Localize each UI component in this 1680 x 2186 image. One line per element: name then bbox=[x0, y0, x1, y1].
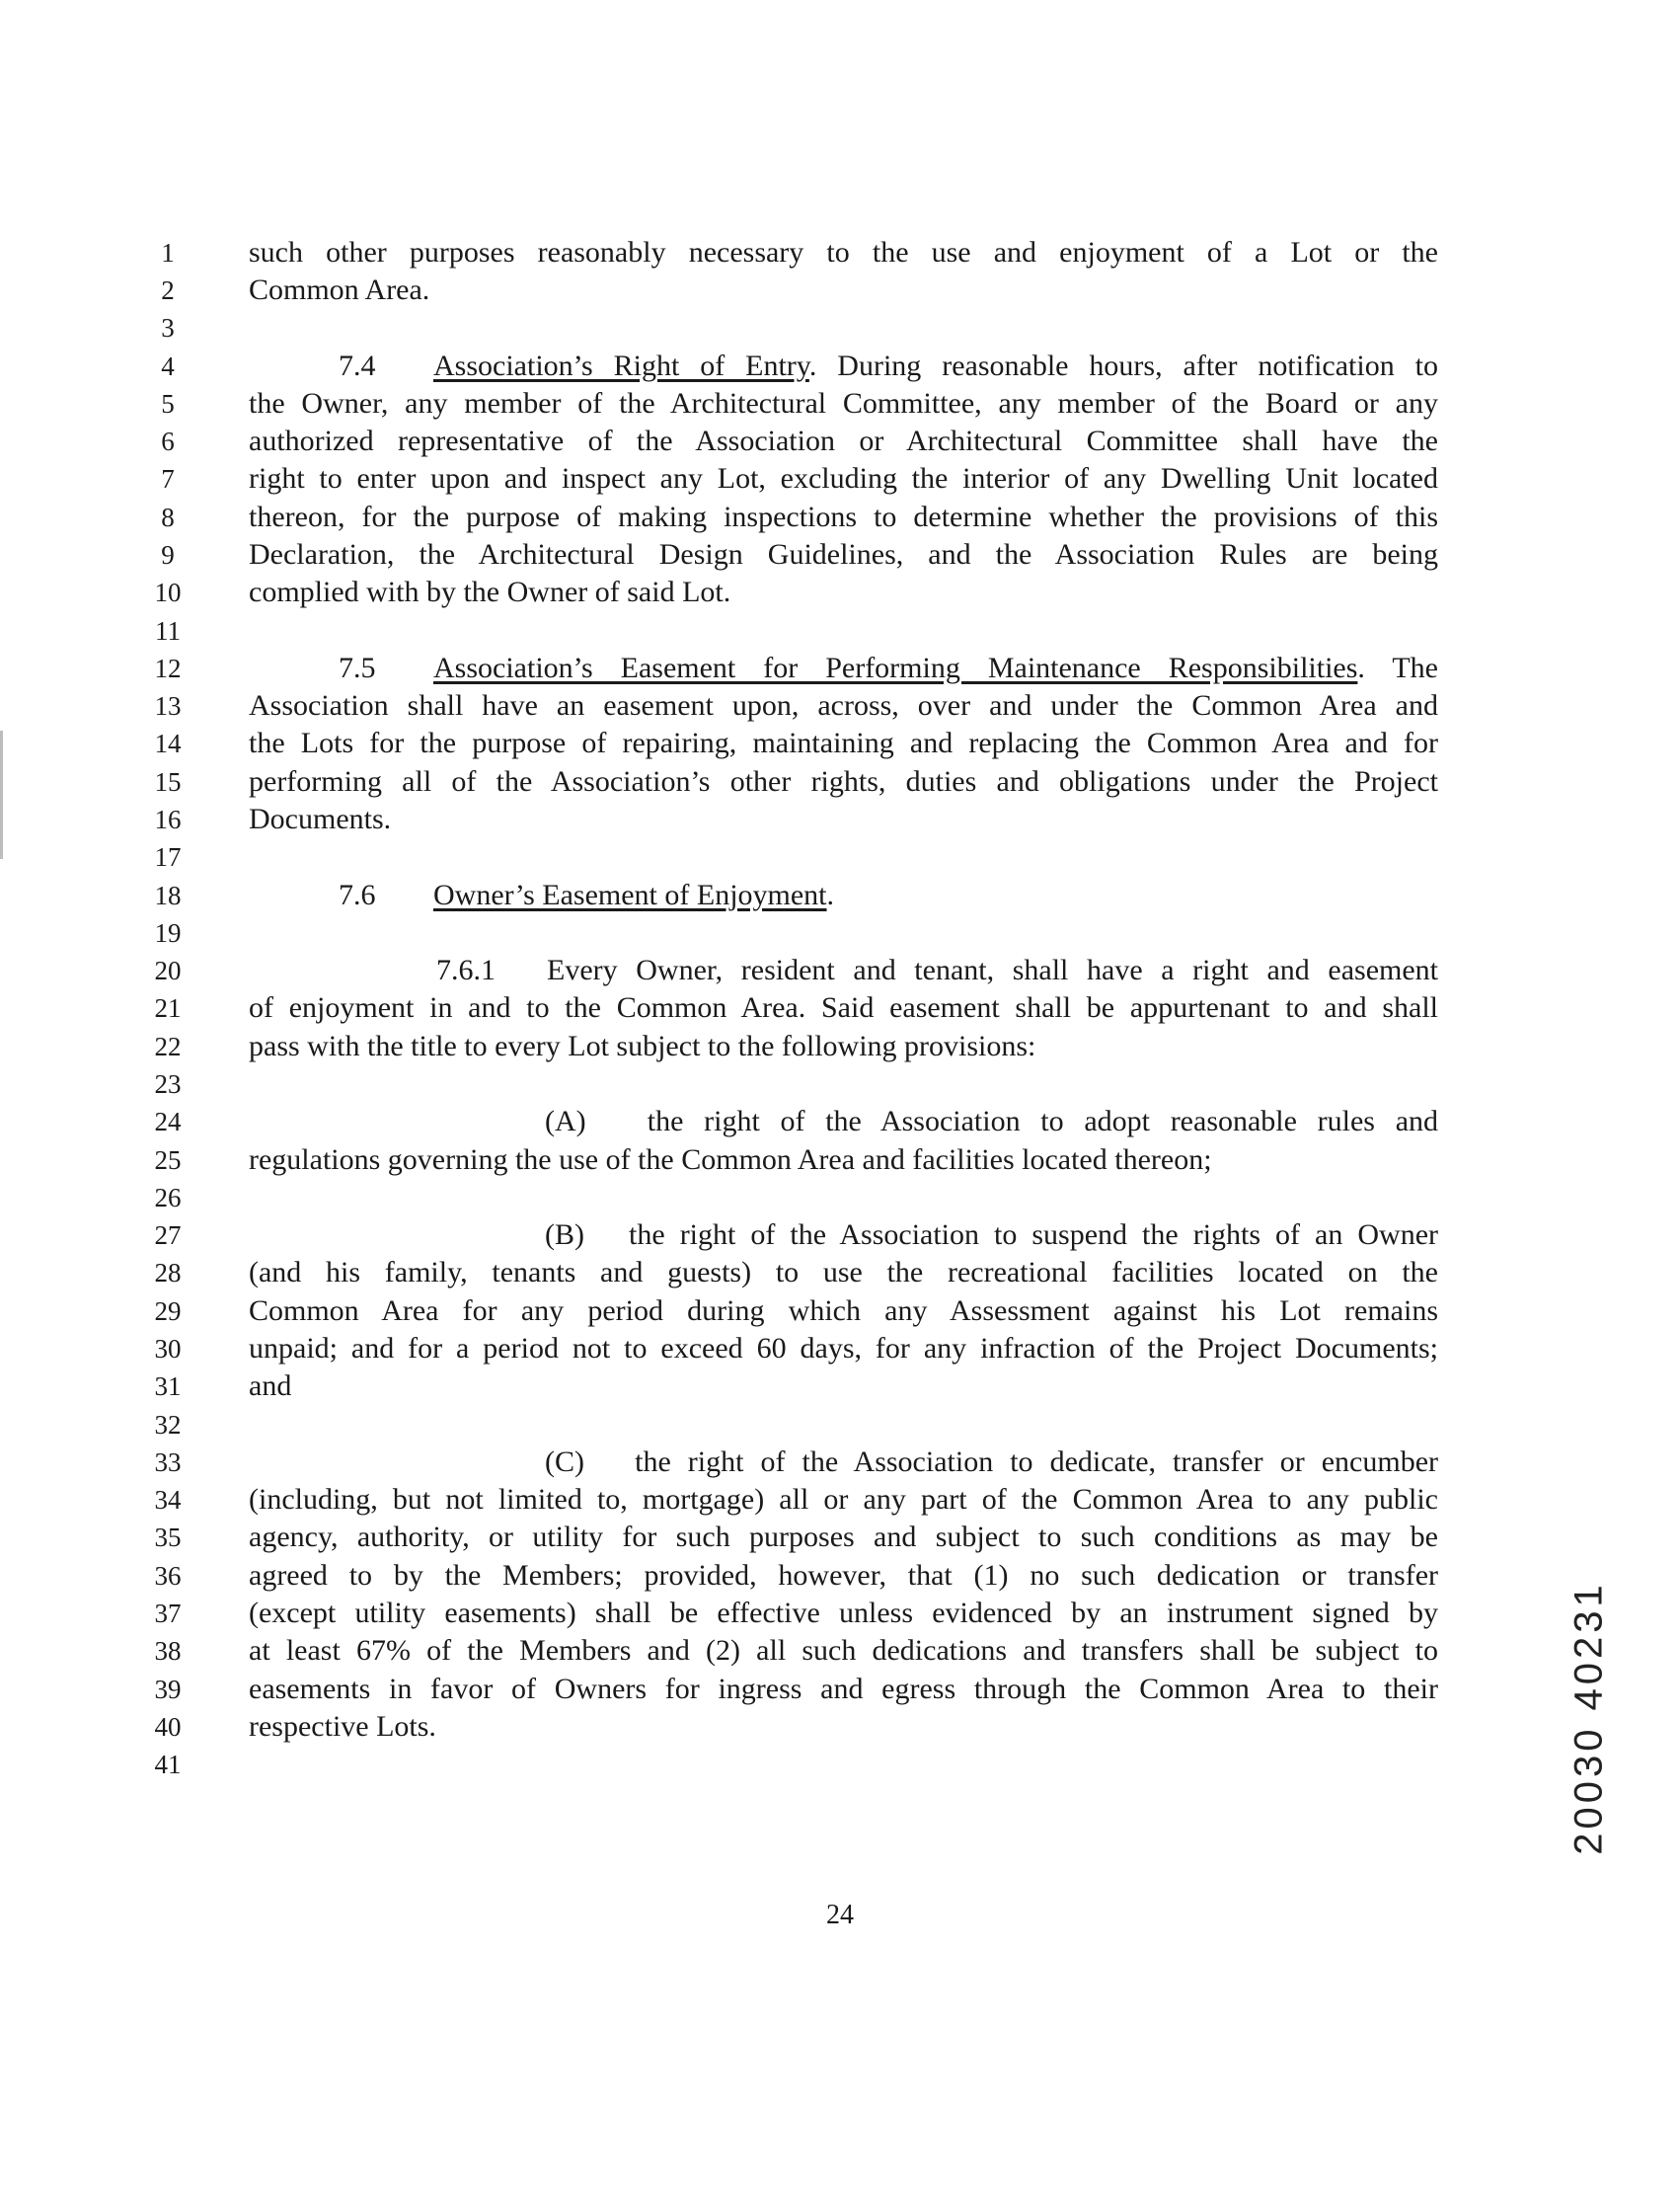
line-number: 41 bbox=[154, 1750, 182, 1779]
line-number: 30 bbox=[154, 1334, 182, 1364]
line-number: 17 bbox=[154, 842, 182, 872]
line-number: 40 bbox=[154, 1712, 182, 1742]
text-line: thereon, for the purpose of making inspections to determine whether the provisions of this bbox=[249, 501, 1438, 533]
item-text: the right of the Association to dedicate, transfer or encumber bbox=[635, 1445, 1438, 1478]
subsection-7-6-1-line bbox=[249, 952, 1438, 989]
text-line: the Lots for the purpose of repairing, maintaining and replacing the Common Area and for bbox=[249, 727, 1438, 759]
section-7-6-heading-line bbox=[249, 877, 1438, 914]
text-line: of enjoyment in and to the Common Area. Said easement shall be appurtenant to and shall bbox=[249, 991, 1438, 1024]
recording-stamp-text: 20030 40231 bbox=[1566, 1581, 1611, 1855]
text-line: such other purposes reasonably necessary to the use and enjoyment of a Lot or the bbox=[249, 236, 1438, 269]
line-number: 39 bbox=[154, 1675, 182, 1704]
subsection-number: 7.6.1 bbox=[436, 954, 496, 986]
item-text: the right of the Association to suspend the rights of an Owner bbox=[629, 1218, 1439, 1251]
line-number: 3 bbox=[161, 313, 175, 343]
section-number: 7.6 bbox=[339, 879, 376, 911]
section-heading: Association’s Right of Entry bbox=[433, 350, 809, 382]
text-line: regulations governing the use of the Common Area and facilities located thereon; bbox=[249, 1143, 1212, 1176]
line-number: 21 bbox=[154, 993, 182, 1023]
line-number: 1 bbox=[161, 238, 175, 268]
text-line: complied with by the Owner of said Lot. bbox=[249, 576, 731, 608]
line-number: 35 bbox=[154, 1522, 182, 1552]
text-line: (including, but not limited to, mortgage) all or any part of the Common Area to any public bbox=[249, 1483, 1438, 1516]
line-number: 2 bbox=[161, 275, 175, 305]
text-line: performing all of the Association’s other rights, duties and obligations under the Project bbox=[249, 765, 1438, 798]
line-number: 20 bbox=[154, 956, 182, 985]
line-number: 31 bbox=[154, 1371, 182, 1401]
text-line: at least 67% of the Members and (2) all such dedications and transfers shall be subject to bbox=[249, 1634, 1438, 1667]
line-number: 16 bbox=[154, 805, 182, 834]
scan-edge-mark bbox=[0, 731, 3, 859]
item-text: the right of the Association to adopt reasonable rules and bbox=[647, 1105, 1439, 1137]
text-line: Common Area. bbox=[249, 273, 430, 306]
section-text: . bbox=[826, 879, 835, 911]
text-line: (and his family, tenants and guests) to use the recreational facilities located on the bbox=[249, 1256, 1438, 1288]
page-number: 24 bbox=[826, 1900, 854, 1930]
line-number: 27 bbox=[154, 1220, 182, 1250]
line-number: 11 bbox=[155, 616, 181, 646]
line-number: 19 bbox=[154, 918, 182, 948]
text-line: agreed to by the Members; provided, however, that (1) no such dedication or transfer bbox=[249, 1559, 1438, 1592]
item-a-line bbox=[249, 1103, 1438, 1140]
item-label: (A) bbox=[545, 1105, 586, 1137]
text-line: (except utility easements) shall be effective unless evidenced by an instrument signed by bbox=[249, 1597, 1438, 1629]
line-number: 7 bbox=[161, 464, 175, 494]
text-line: Common Area for any period during which any Assessment against his Lot remains bbox=[249, 1294, 1438, 1327]
text-line: agency, authority, or utility for such purposes and subject to such conditions as may be bbox=[249, 1521, 1438, 1553]
text-line: the Owner, any member of the Architectural Committee, any member of the Board or any bbox=[249, 387, 1438, 420]
line-number: 18 bbox=[154, 881, 182, 910]
line-number: 6 bbox=[161, 427, 175, 456]
line-number: 26 bbox=[154, 1183, 182, 1212]
line-number: 37 bbox=[154, 1599, 182, 1628]
line-number: 13 bbox=[154, 691, 182, 721]
line-number: 36 bbox=[154, 1561, 182, 1591]
text-line: authorized representative of the Association or Architectural Committee shall have the bbox=[249, 425, 1438, 457]
line-number: 8 bbox=[161, 503, 175, 532]
line-number: 28 bbox=[154, 1258, 182, 1288]
section-number: 7.5 bbox=[339, 652, 376, 684]
line-number: 4 bbox=[161, 351, 175, 381]
section-heading: Owner’s Easement of Enjoyment bbox=[433, 879, 827, 911]
line-number: 34 bbox=[154, 1485, 182, 1515]
line-number: 23 bbox=[154, 1069, 182, 1099]
section-heading: Association’s Easement for Performing Maintenance Responsibilities bbox=[433, 652, 1358, 684]
section-text: . The bbox=[1357, 652, 1438, 684]
text-line: respective Lots. bbox=[249, 1710, 436, 1743]
text-line: easements in favor of Owners for ingress and egress through the Common Area to their bbox=[249, 1673, 1438, 1705]
text-line: and bbox=[249, 1369, 292, 1402]
line-number: 15 bbox=[154, 767, 182, 797]
item-c-line bbox=[249, 1444, 1438, 1481]
line-number: 22 bbox=[154, 1032, 182, 1061]
text-line: Documents. bbox=[249, 803, 392, 835]
section-number: 7.4 bbox=[339, 350, 376, 382]
text-line: pass with the title to every Lot subject to the following provisions: bbox=[249, 1030, 1036, 1062]
line-number: 24 bbox=[154, 1107, 182, 1136]
line-number: 12 bbox=[154, 654, 182, 683]
line-number: 32 bbox=[154, 1410, 182, 1440]
line-number: 9 bbox=[161, 540, 175, 570]
section-text: . During reasonable hours, after notification to bbox=[808, 350, 1438, 382]
line-number: 5 bbox=[161, 389, 175, 419]
line-number: 14 bbox=[154, 729, 182, 758]
line-number: 25 bbox=[154, 1145, 182, 1175]
text-line: Declaration, the Architectural Design Guidelines, and the Association Rules are being bbox=[249, 538, 1438, 571]
item-b-line bbox=[249, 1216, 1438, 1254]
subsection-text: Every Owner, resident and tenant, shall have a right and easement bbox=[547, 954, 1438, 986]
text-line: right to enter upon and inspect any Lot, excluding the interior of any Dwelling Unit located bbox=[249, 462, 1438, 495]
line-number: 33 bbox=[154, 1447, 182, 1477]
section-7-4-heading-line bbox=[249, 348, 1438, 385]
recording-stamp bbox=[1560, 1580, 1619, 1856]
text-line: unpaid; and for a period not to exceed 60 days, for any infraction of the Project Documents; bbox=[249, 1332, 1438, 1365]
text-line: Association shall have an easement upon, across, over and under the Common Area and bbox=[249, 689, 1438, 722]
section-7-5-heading-line bbox=[249, 650, 1438, 687]
line-number: 10 bbox=[154, 578, 182, 607]
line-number: 38 bbox=[154, 1636, 182, 1666]
item-label: (C) bbox=[545, 1445, 584, 1478]
line-number: 29 bbox=[154, 1296, 182, 1326]
item-label: (B) bbox=[545, 1218, 584, 1251]
